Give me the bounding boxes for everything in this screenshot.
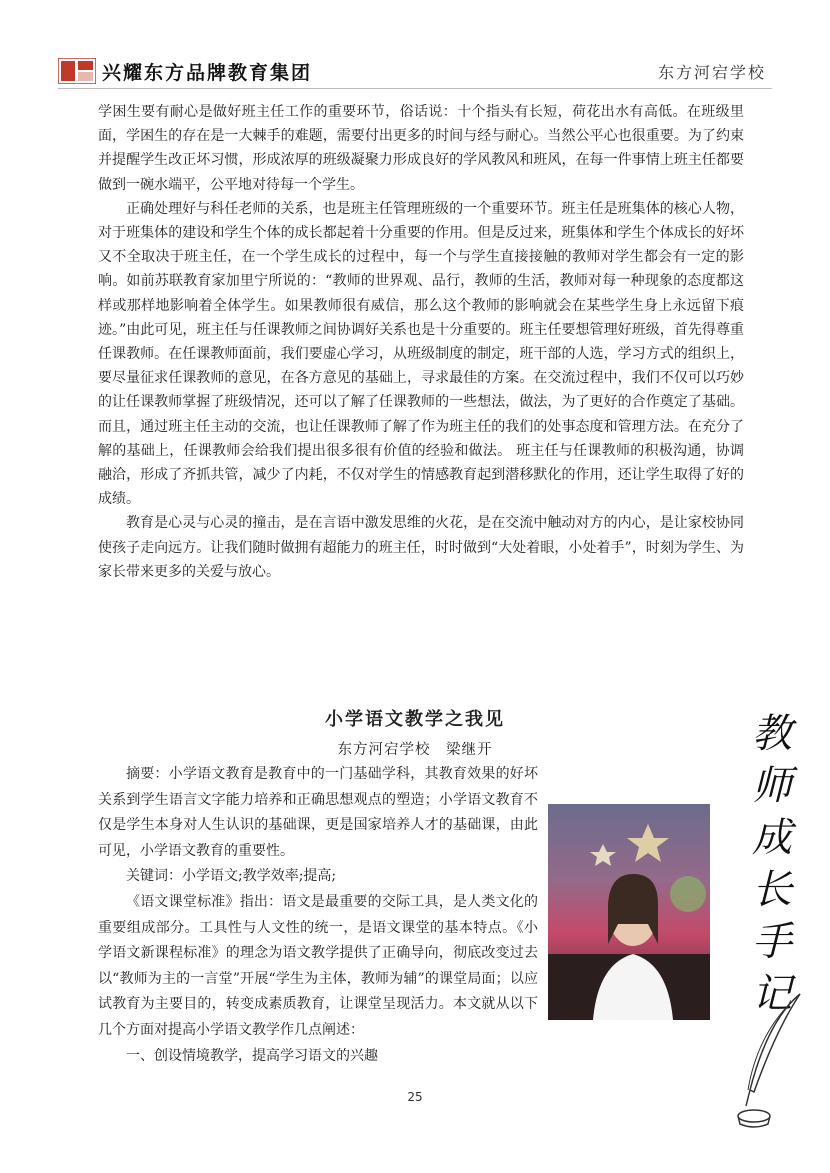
quill-pen-icon — [728, 990, 808, 1130]
page-number: 25 — [407, 1090, 423, 1104]
article-body — [98, 762, 538, 1069]
header-divider — [58, 88, 772, 89]
sidebar-char: 记 — [752, 971, 792, 1017]
paragraph: 教育是心灵与心灵的撞击，是在言语中激发思维的火花，是在交流中触动对方的内心，是让家校协同使孩子走向远方。让我们随时做拥有超能力的班主任，时时做到“大处着眼，小处着手”，时刻为学生、为家长带来更多的关爱与放心。 — [98, 515, 744, 580]
paragraph: 正确处理好与科任老师的关系，也是班主任管理班级的一个重要环节。班主任是班集体的核心人物，对于班集体的建设和学生个体的成长都起着十分重要的作用。但是反过来，班集体和学生个体成长的好坏又不全取决于班主任，在一个学生成长的过程中，每一个与学生直接接触的教师对学生都会有一定的影响。如前苏联教育家加里宁所说的：“教师的世界观、品行，教师的生活，教师对每一种现象的态度都这样或那样地影响着全体学生。如果教师很有威信，那么这个教师的影响就会在某些学生身上永远留下痕迹。”由此可见，班主任与任课教师之间协调好关系也是十分重要的。班主任要想管理好班级，首先得尊重任课教师。在任课教师面前，我们要虚心学习，从班级制度的制定，班干部的人选，学习方式的组织上，要尽量征求任课教师的意见，在各方意见的基础上，寻求最佳的方案。在交流过程中，我们不仅可以巧妙的让任课教师掌握了班级情况，还可以了解了任课教师的一些想法，做法，为了更好的合作奠定了基础。而且，通过班主任主动的交流，也让任课教师了解了作为班主任的我们的处事态度和管理方法。在充分了解的基础上，任课教师会给我们提出很多很有价值的经验和做法。 班主任与任课教师的积极沟通，协调融洽，形成了齐抓共管，减少了内耗，不仅对学生的情感教育起到潜移默化的作用，还让学生取得了好的成绩。 — [98, 200, 744, 508]
article-title: 小学语文教学之我见 — [325, 709, 505, 730]
article-author: 东方河宕学校 梁继开 — [337, 742, 493, 758]
page-header — [0, 0, 830, 95]
sidebar-char: 师 — [752, 763, 792, 809]
article-continuation — [98, 100, 744, 584]
sidebar-char: 手 — [752, 919, 792, 965]
sidebar-char: 教 — [752, 711, 792, 757]
sidebar-title — [742, 708, 802, 1020]
intro-paragraph: 《语文课堂标准》指出：语文是最重要的交际工具，是人类文化的重要组成部分。工具性与人文性的统一，是语文课堂的基本特点。《小学语文新课程标准》的理念为语文教学提供了正确导向，彻底改变过去以“教师为主的一言堂”开展“学生为主体，教师为辅”的课堂局面；以应试教育为主要目的，转变成素质教育，让课堂呈现活力。本文就从以下几个方面对提高小学语文教学作几点阐述： — [98, 893, 538, 1038]
keywords: 关键词：小学语文;教学效率;提高; — [126, 868, 337, 885]
sidebar-char: 成 — [752, 815, 792, 861]
section-heading: 一、创设情境教学，提高学习语文的兴趣 — [126, 1047, 378, 1064]
school-name: 东方河宕学校 — [657, 63, 766, 82]
author-photo — [548, 804, 710, 1020]
group-logo — [58, 58, 96, 84]
paragraph: 学困生要有耐心是做好班主任工作的重要环节，俗话说：十个指头有长短，荷花出水有高低。在班级里面，学困生的存在是一大棘手的难题，需要付出更多的时间与经与耐心。当然公平心也很重要。为了约束并提醒学生改正坏习惯，形成浓厚的班级凝聚力形成良好的学风教风和班风，在每一件事情上班主任都要做到一碗水端平，公平地对待每一个学生。 — [98, 104, 744, 193]
sidebar-char: 长 — [752, 867, 792, 913]
abstract: 摘要：小学语文教育是教育中的一门基础学科，其教育效果的好坏关系到学生语言文字能力培养和正确思想观点的塑造；小学语文教育不仅是学生本身对人生认识的基础课，更是国家培养人才的基础课，由此可见，小学语文教育的重要性。 — [98, 766, 538, 859]
group-name: 兴耀东方品牌教育集团 — [102, 62, 313, 84]
